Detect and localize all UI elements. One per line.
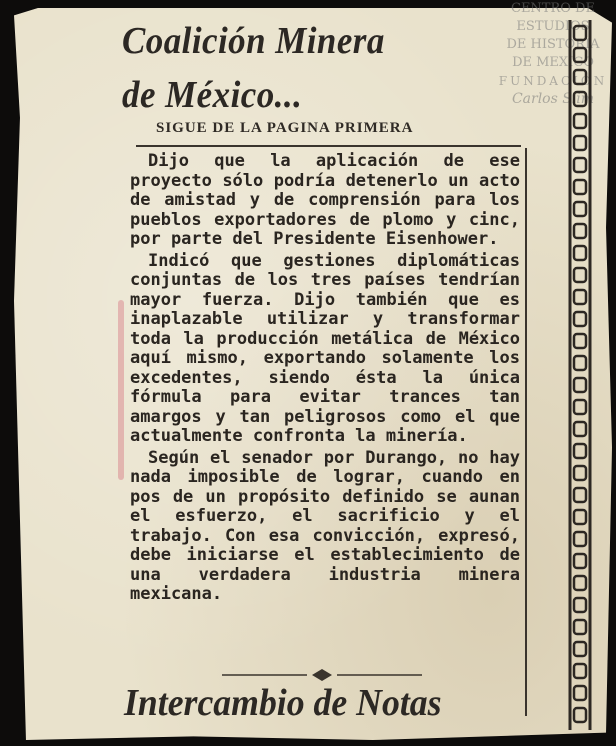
top-rule [136, 145, 521, 147]
article-body [130, 152, 520, 607]
stamp-line: FUNDACION [498, 74, 608, 88]
border-link [574, 356, 586, 370]
border-link [574, 620, 586, 634]
stamp-signature: Carlos Slim [511, 91, 595, 107]
border-link [574, 598, 586, 612]
border-link [574, 92, 586, 106]
border-link [574, 400, 586, 414]
headline-line-1: Coalición Minera [122, 20, 385, 62]
border-link [574, 334, 586, 348]
border-link [574, 378, 586, 392]
border-link [574, 136, 586, 150]
column-rule [525, 148, 527, 716]
paragraph: Indicó que gestiones diplomáticas conjuntas de los tres países tendrían mayor fuerza. Dijo también que es inaplazable utilizar y transformar toda la producción metálica de México aquí mismo, exportando solamente los excedentes, siendo ésta la única fórmula para evitar trances tan amargos y tan peligrosos como el que actualmente confronta la minería. [130, 250, 520, 446]
ornamental-divider [222, 668, 422, 682]
border-link [574, 246, 586, 260]
border-link [574, 576, 586, 590]
border-link [574, 642, 586, 656]
stamp-line: ESTUDIOS [516, 19, 590, 34]
border-link [574, 48, 586, 62]
border-link [574, 554, 586, 568]
headline-line-2: de México... [122, 74, 303, 116]
border-link [574, 312, 586, 326]
stamp-line: CENTRO DE [511, 1, 595, 16]
border-link [574, 466, 586, 480]
border-link [574, 708, 586, 722]
border-link [574, 268, 586, 282]
border-link [574, 422, 586, 436]
border-link [574, 114, 586, 128]
border-link [574, 664, 586, 678]
border-link [574, 510, 586, 524]
stamp-line: DE MEXICO [512, 55, 594, 70]
border-link [574, 70, 586, 84]
stamp-line: DE HISTORIA [506, 37, 600, 52]
border-link [574, 26, 586, 40]
red-pencil-mark [118, 300, 124, 480]
border-link [574, 444, 586, 458]
border-link [574, 158, 586, 172]
border-link [574, 686, 586, 700]
subheading: SIGUE DE LA PAGINA PRIMERA [156, 120, 414, 136]
border-link [574, 202, 586, 216]
border-link [574, 224, 586, 238]
paragraph: Según el senador por Durango, no hay nada imposible de lograr, cuando en pos de un propósito definido se aunan el esfuerzo, el sacrificio y el trabajo. Con esa convicción, expresó, debe iniciarse el establecimiento de una verdadera industria minera mexicana. [130, 447, 520, 604]
border-link [574, 532, 586, 546]
border-link [574, 290, 586, 304]
paragraph: Dijo que la aplicación de ese proyecto sólo podría detenerlo un acto de amistad y de comprensión para los pueblos exportadores de plomo y cinc, por parte del Presidente Eisenhower. [130, 151, 520, 249]
border-link [574, 488, 586, 502]
border-link [574, 180, 586, 194]
decorative-border-strip [560, 20, 600, 730]
bottom-headline: Intercambio de Notas [124, 682, 442, 724]
